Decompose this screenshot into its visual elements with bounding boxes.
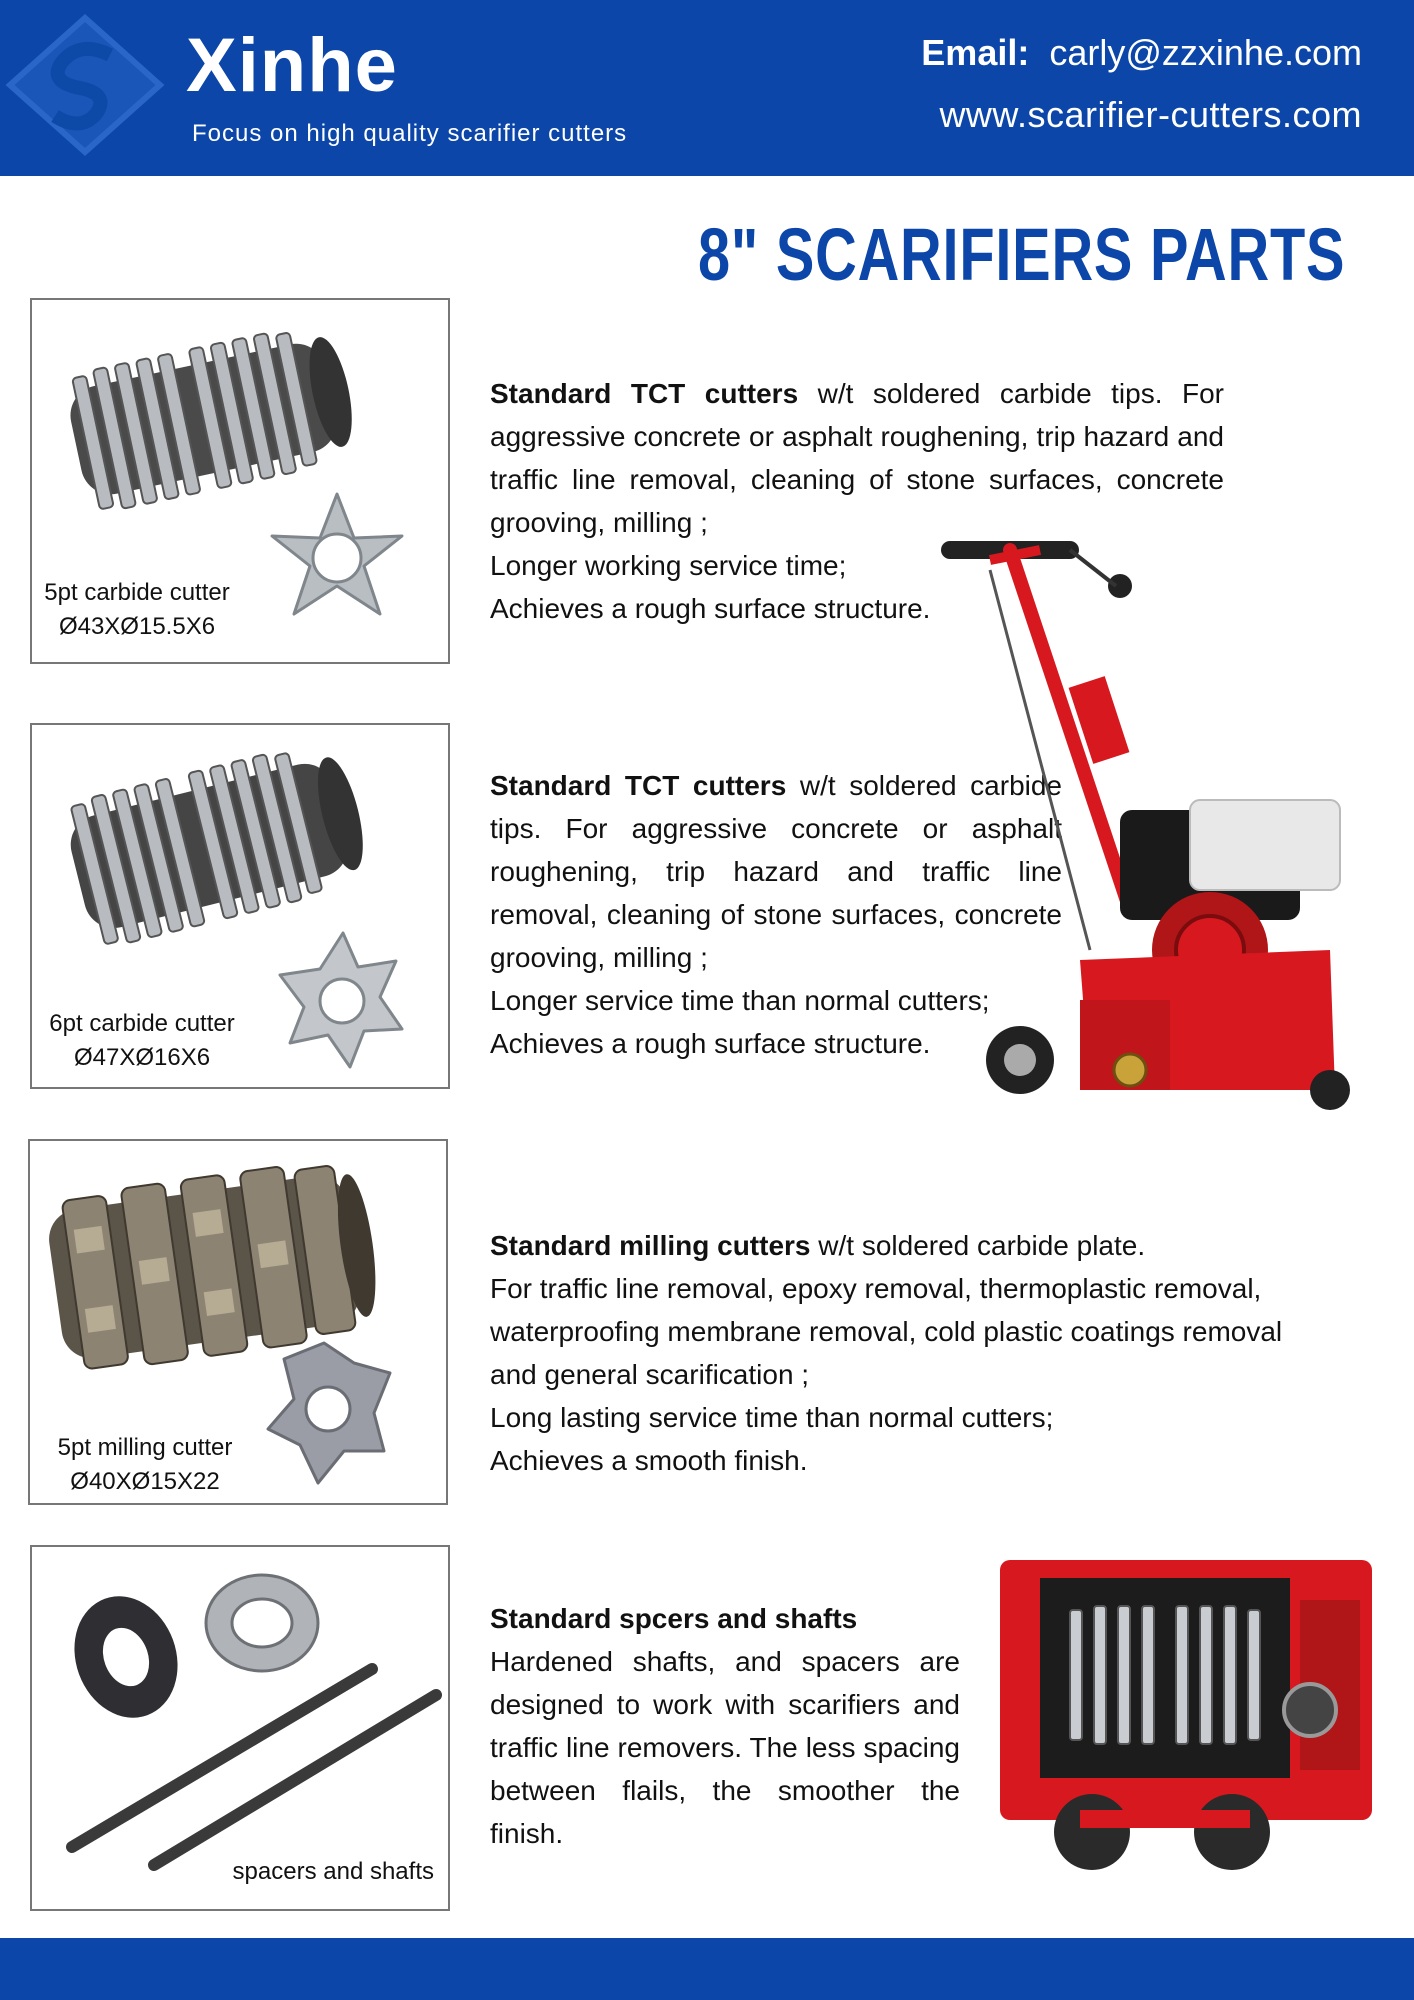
description-line: For traffic line removal, epoxy removal, thermoplastic removal, waterproofing membrane removal, cold plastic coatings removal and general scarification ;	[490, 1273, 1283, 1390]
description-text: w/t soldered carbide tips. For aggressive concrete or asphalt roughening, trip hazard and traffic line removal, cleaning of stone surfaces, concrete grooving, milling ;	[490, 770, 1063, 973]
product-label	[42, 576, 232, 644]
product-description-4	[490, 1597, 960, 1855]
description-text: w/t soldered carbide tips. For aggressive concrete or asphalt roughening, trip hazard and traffic line removal, cleaning of stone surfaces, concrete grooving, milling ;	[490, 378, 1224, 538]
description-heading: Standard TCT cutters	[490, 770, 787, 801]
product-name: 5pt milling cutter	[57, 1434, 233, 1461]
website-link[interactable]: www.scarifier-cutters.com	[939, 94, 1362, 135]
product-label	[212, 1855, 434, 1889]
xinhe-logo-icon	[0, 10, 170, 160]
email-label: Email:	[921, 32, 1030, 73]
footer-bar	[0, 1938, 1414, 2000]
brand-name: Xinhe	[186, 23, 398, 108]
six-point-cutter-icon	[268, 925, 418, 1075]
scarifier-drum-housing-icon	[1000, 1560, 1372, 1876]
product-image-box-5pt-milling	[28, 1139, 448, 1505]
description-paragraph	[490, 1224, 1290, 1267]
product-description-3	[490, 1224, 1290, 1482]
product-image-box-spacers-shafts	[30, 1545, 450, 1911]
product-size: Ø47XØ16X6	[73, 1044, 211, 1071]
product-image-box-6pt-carbide	[30, 723, 450, 1089]
header-banner	[0, 0, 1414, 176]
email-value[interactable]: carly@zzxinhe.com	[1049, 32, 1362, 73]
scarifier-machine-icon	[930, 530, 1390, 1130]
description-heading: Standard spcers and shafts	[490, 1603, 858, 1634]
description-line: Achieves a rough surface structure.	[490, 593, 931, 624]
product-size: Ø43XØ15.5X6	[58, 613, 216, 640]
description-paragraph	[490, 372, 1224, 544]
description-text: w/t soldered carbide plate.	[810, 1230, 1146, 1261]
product-label	[42, 1007, 242, 1075]
description-line: Long lasting service time than normal cutters;	[490, 1402, 1054, 1433]
product-label	[40, 1431, 250, 1499]
description-line: Longer working service time;	[490, 550, 847, 581]
five-point-cutter-icon	[262, 486, 412, 636]
product-name: 5pt carbide cutter	[44, 579, 230, 606]
description-heading-line	[490, 1597, 960, 1640]
product-size: Ø40XØ15X22	[70, 1468, 220, 1495]
product-image-box-5pt-carbide	[30, 298, 450, 664]
product-name: 6pt carbide cutter	[49, 1010, 235, 1037]
description-line: Achieves a smooth finish.	[490, 1445, 808, 1476]
contact-email[interactable]	[921, 32, 1362, 74]
milling-cutter-icon	[254, 1333, 404, 1493]
description-heading: Standard TCT cutters	[490, 378, 799, 409]
product-name: spacers and shafts	[232, 1858, 434, 1885]
description-line: Achieves a rough surface structure.	[490, 1028, 931, 1059]
description-heading: Standard milling cutters	[490, 1230, 811, 1261]
page-title: 8" SCARIFIERS PARTS	[698, 213, 1346, 296]
brand-tagline: Focus on high quality scarifier cutters	[192, 120, 628, 147]
description-text: Hardened shafts, and spacers are designed to work with scarifiers and traffic line removers. The less spacing between flails, the smoother the finish.	[490, 1646, 960, 1849]
description-line: Longer service time than normal cutters;	[490, 985, 990, 1016]
